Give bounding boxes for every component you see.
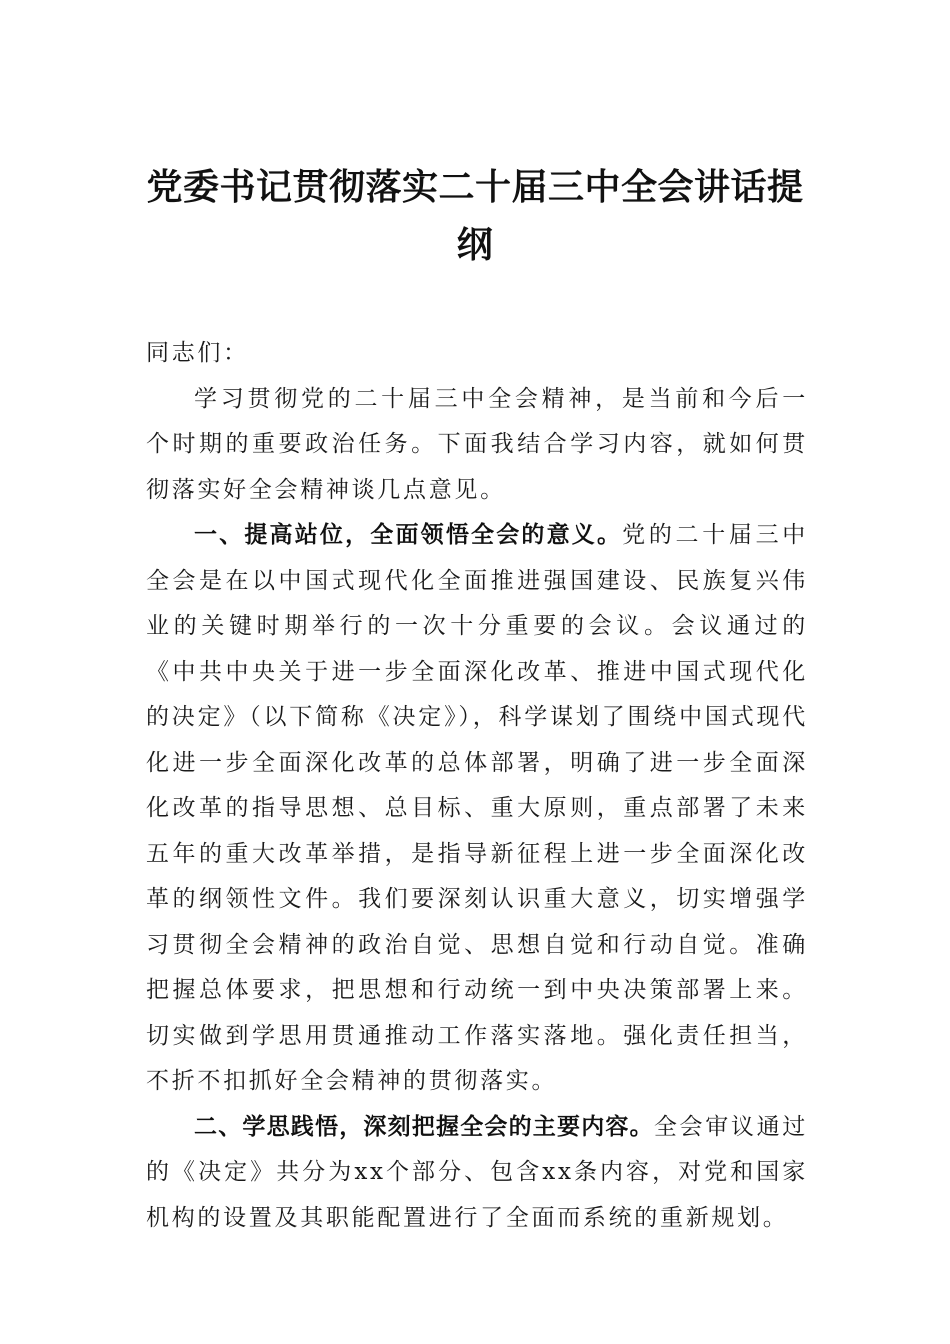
salutation: 同志们： — [146, 340, 249, 366]
document-title: 党委书记贯彻落实二十届三中全会讲话提纲 — [146, 166, 804, 266]
section-2-body: 全会审议通过的《决定》共分为xx个部分、包含xx条内容，对党和国家机构的设置及其职能配置进行了全面而系统的重新规划。 — [146, 1113, 809, 1231]
document-body — [146, 331, 808, 1241]
section-2-heading: 二、学思践悟，深刻把握全会的主要内容。 — [194, 1113, 654, 1140]
section-1-body: 党的二十届三中全会是在以中国式现代化全面推进强国建设、民族复兴伟业的关键时期举行的一次十分重要的会议。会议通过的《中共中央关于进一步全面深化改革、推进中国式现代化的决定》（以下简称《决定》），科学谋划了围绕中国式现代化进一步全面深化改革的总体部署，明确了进一步全面深化改革的指导思想、总目标、重大原则，重点部署了未来五年的重大改革举措，是指导新征程上进一步全面深化改革的纲领性文件。我们要深刻认识重大意义，切实增强学习贯彻全会精神的政治自觉、思想自觉和行动自觉。准确把握总体要求，把思想和行动统一到中央决策部署上来。切实做到学思用贯通推动工作落实落地。强化责任担当，不折不扣抓好全会精神的贯彻落实。 — [146, 522, 808, 1094]
section-2-paragraph — [146, 1105, 808, 1242]
section-1-heading: 一、提高站位，全面领悟全会的意义。 — [194, 522, 623, 548]
section-1-paragraph — [146, 513, 808, 1105]
intro-paragraph: 学习贯彻党的二十届三中全会精神，是当前和今后一个时期的重要政治任务。下面我结合学习内容，就如何贯彻落实好全会精神谈几点意见。 — [146, 385, 808, 503]
